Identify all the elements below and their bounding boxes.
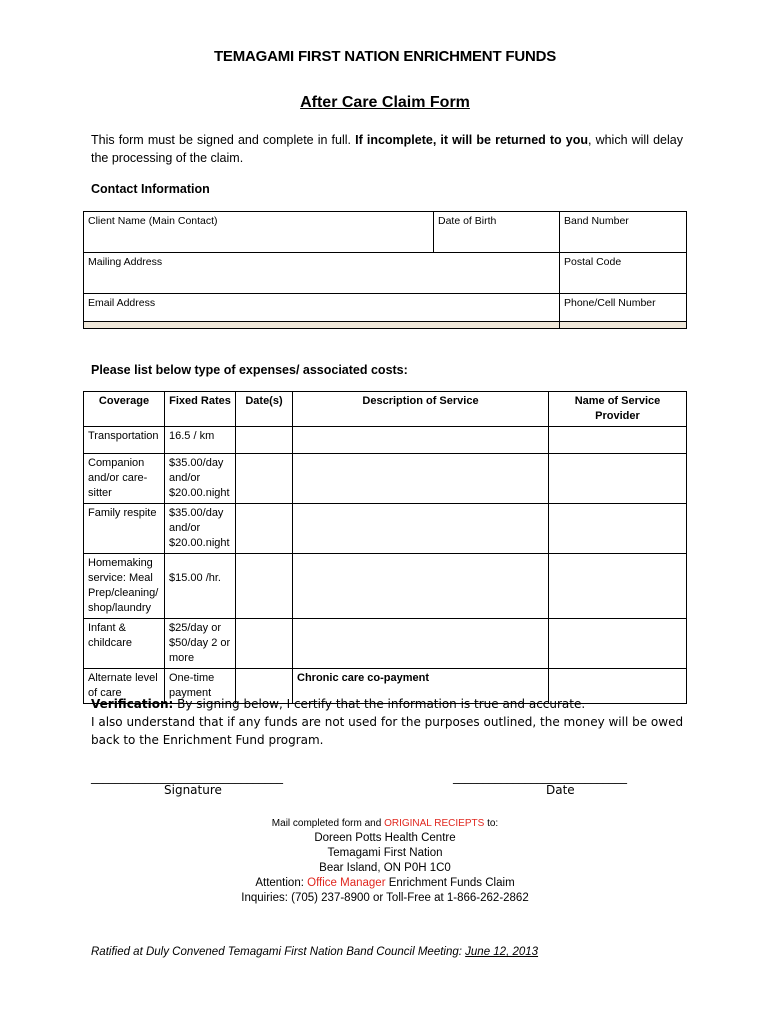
table-row: Transportation 16.5 / km [84,427,687,454]
description-cell[interactable] [293,554,549,619]
mailing-address-field[interactable]: Mailing Address [84,253,560,294]
contact-heading: Contact Information [91,182,210,196]
coverage-header: Coverage [84,392,165,427]
table-row: Alternate level of care One-time payment Chronic care co-payment [84,669,687,704]
band-number-field[interactable]: Band Number [560,212,687,253]
verification-statement: Verification: By signing below, I certify that the information is true and accurate. I also understand that if any funds are not used for the purposes outlined, the money will be owed back to the Enrichment Fund program. [91,697,684,747]
date-cell[interactable] [236,454,293,504]
description-header: Description of Service [293,392,549,427]
phone-field[interactable]: Phone/Cell Number [560,294,687,322]
provider-cell[interactable] [549,427,687,454]
verification-label: Verification: [91,697,174,711]
provider-cell[interactable] [549,454,687,504]
date-line[interactable]: _____________________________ [453,770,627,784]
description-cell[interactable] [293,454,549,504]
table-row: Homemaking service: Meal Prep/cleaning/ shop/laundry $15.00 /hr. [84,554,687,619]
table-row: Infant & childcare $25/day or $50/day 2 or more [84,619,687,669]
signature-line[interactable]: ________________________________ [91,770,283,784]
provider-cell[interactable] [549,554,687,619]
inquiries-line: Inquiries: (705) 237-8900 or Toll-Free at 1-866-262-2862 [241,892,529,904]
intro-warning: If incomplete, it will be returned to you [355,133,588,147]
provider-header: Name of Service Provider [549,392,687,427]
rates-header: Fixed Rates [165,392,236,427]
mail-address-line: Temagami First Nation [327,847,443,859]
mail-address-line: Bear Island, ON P0H 1C0 [319,862,451,874]
intro-paragraph: This form must be signed and complete in full. If incomplete, it will be returned to you, which will delay the processing of the claim. [91,133,683,165]
form-title: After Care Claim Form [300,94,470,111]
original-receipts-text: ORIGINAL RECIEPTS [384,818,485,829]
expenses-table [83,391,687,704]
organization-name: TEMAGAMI FIRST NATION ENRICHMENT FUNDS [213,48,557,65]
table-divider-row [84,322,687,329]
date-cell[interactable] [236,619,293,669]
mail-address-line: Doreen Potts Health Centre [314,832,456,844]
email-field[interactable]: Email Address [84,294,560,322]
client-name-field[interactable]: Client Name (Main Contact) [84,212,434,253]
dates-header: Date(s) [236,392,293,427]
description-cell[interactable] [293,504,549,554]
postal-code-field[interactable]: Postal Code [560,253,687,294]
table-row: Companion and/or care-sitter $35.00/day and/or $20.00.night [84,454,687,504]
date-of-birth-field[interactable]: Date of Birth [434,212,560,253]
date-cell[interactable] [236,504,293,554]
description-cell[interactable] [293,427,549,454]
provider-cell[interactable] [549,619,687,669]
contact-table [83,211,687,329]
date-cell[interactable] [236,554,293,619]
description-cell[interactable] [293,619,549,669]
date-label: Date [546,783,575,797]
provider-cell[interactable] [549,504,687,554]
description-cell[interactable]: Chronic care co-payment [293,669,549,704]
expenses-heading: Please list below type of expenses/ associated costs: [91,363,408,377]
mailing-instructions: Mail completed form and ORIGINAL RECIEPTS to: Doreen Potts Health Centre Temagami First Nation Bear Island, ON P0H 1C0 Attention: Office Manager Enrichment Funds Claim Inquiries: (705) 237-8900 or Toll-Free at 1-866-262-2862 [0,816,770,906]
attention-line: Attention: Office Manager Enrichment Funds Claim [255,877,515,889]
date-cell[interactable] [236,427,293,454]
footer-ratification: Ratified at Duly Convened Temagami First Nation Band Council Meeting: June 12, 2013 [91,946,539,958]
table-row: Family respite $35.00/day and/or $20.00.night [84,504,687,554]
signature-label: Signature [164,783,222,797]
